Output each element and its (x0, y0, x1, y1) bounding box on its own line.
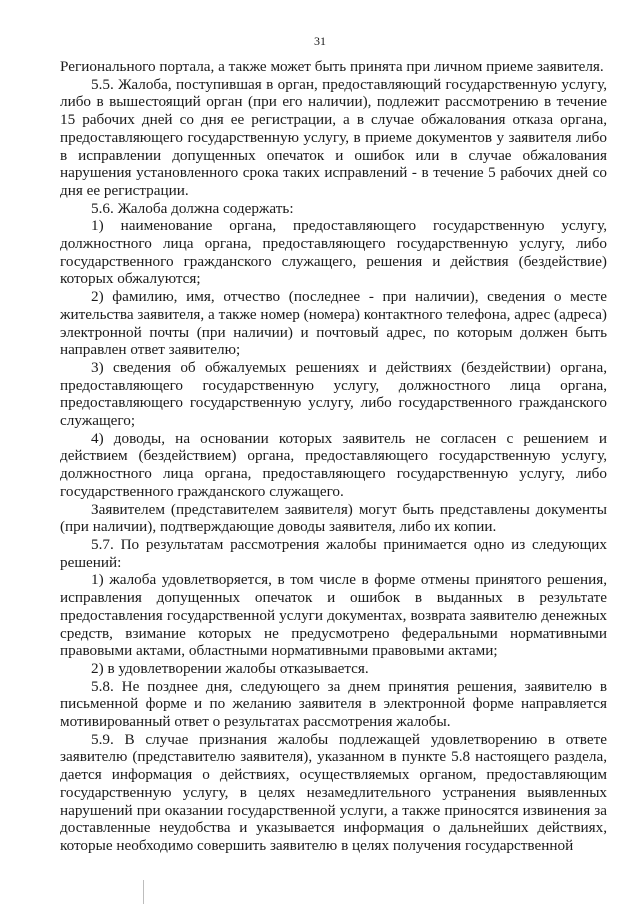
scan-artifact-line (143, 880, 144, 904)
paragraph-5-6-item-3: 3) сведения об обжалуемых решениях и действиях (бездействии) органа, предоставляющего государственную услугу, должностного лица органа, предоставляющего государственную услугу, либо государственного гражданского служащего; (60, 358, 607, 430)
paragraph-5-6-item-4: 4) доводы, на основании которых заявитель не согласен с решением и действием (бездействием) органа, предоставляющего государственную услугу, должностного лица органа, предоставляющего государственную услугу, либо государственного гражданского служащего. (60, 429, 607, 500)
paragraph-5-7-item-1: 1) жалоба удовлетворяется, в том числе в форме отмены принятого решения, исправления допущенных опечаток и ошибок в выданных в результате предоставления государственной услуги документах, возврата заявителю денежных средств, взимание которых не предусмотрено федеральными нормативными правовыми актами, областными нормативными правовыми актами; (60, 571, 607, 660)
page-number: 31 (314, 34, 326, 48)
paragraph-5-6: 5.6. Жалоба должна содержать: (91, 199, 294, 217)
paragraph-5-9: 5.9. В случае признания жалобы подлежащей удовлетворению в ответе заявителю (представителю заявителя), указанном в пункте 5.8 настоящего раздела, дается информация о действиях, осуществляемых органом, предоставляющим государственную услугу, в целях незамедлительного устранения выявленных нарушений при оказании государственной услуги, а также приносятся извинения за доставленные неудобства и указывается информация о дальнейших действиях, которые необходимо совершить заявителю в целях получения государственной (60, 730, 607, 854)
body-text (60, 58, 607, 855)
paragraph-5-6-item-2: 2) фамилию, имя, отчество (последнее - при наличии), сведения о месте жительства заявителя, а также номер (номера) контактного телефона, адрес (адреса) электронной почты (при наличии) и почтовый адрес, по которым должен быть направлен ответ заявителю; (60, 288, 607, 359)
paragraph-5-5: 5.5. Жалоба, поступившая в орган, предоставляющий государственную услугу, либо в вышестоящий орган (при его наличии), подлежит рассмотрению в течение 15 рабочих дней со дня ее регистрации, а в случае обжалования отказа органа, предоставляющего государственную услугу, в приеме документов у заявителя либо в исправлении допущенных опечаток и ошибок или в случае обжалования нарушения установленного срока таких исправлений - в течение 5 рабочих дней со дня ее регистрации. (60, 75, 607, 199)
paragraph-5-7-item-2: 2) в удовлетворении жалобы отказывается. (91, 659, 369, 677)
paragraph-5-6-item-1: 1) наименование органа, предоставляющего государственную услугу, должностного лица органа, предоставляющего государственную услугу, либо государственного гражданского служащего, решения и действия (бездействие) которых обжалуются; (60, 217, 607, 288)
paragraph-5-7: 5.7. По результатам рассмотрения жалобы принимается одно из следующих решений: (60, 535, 607, 571)
paragraph-5-8: 5.8. Не позднее дня, следующего за днем принятия решения, заявителю в письменной форме и по желанию заявителя в электронной форме направляется мотивированный ответ о результатах рассмотрения жалобы. (60, 677, 607, 731)
paragraph-documents: Заявителем (представителем заявителя) могут быть представлены документы (при наличии), подтверждающие доводы заявителя, либо их копии. (60, 500, 607, 536)
paragraph-portal-continuation: Регионального портала, а также может быть принята при личном приеме заявителя. (60, 58, 604, 75)
